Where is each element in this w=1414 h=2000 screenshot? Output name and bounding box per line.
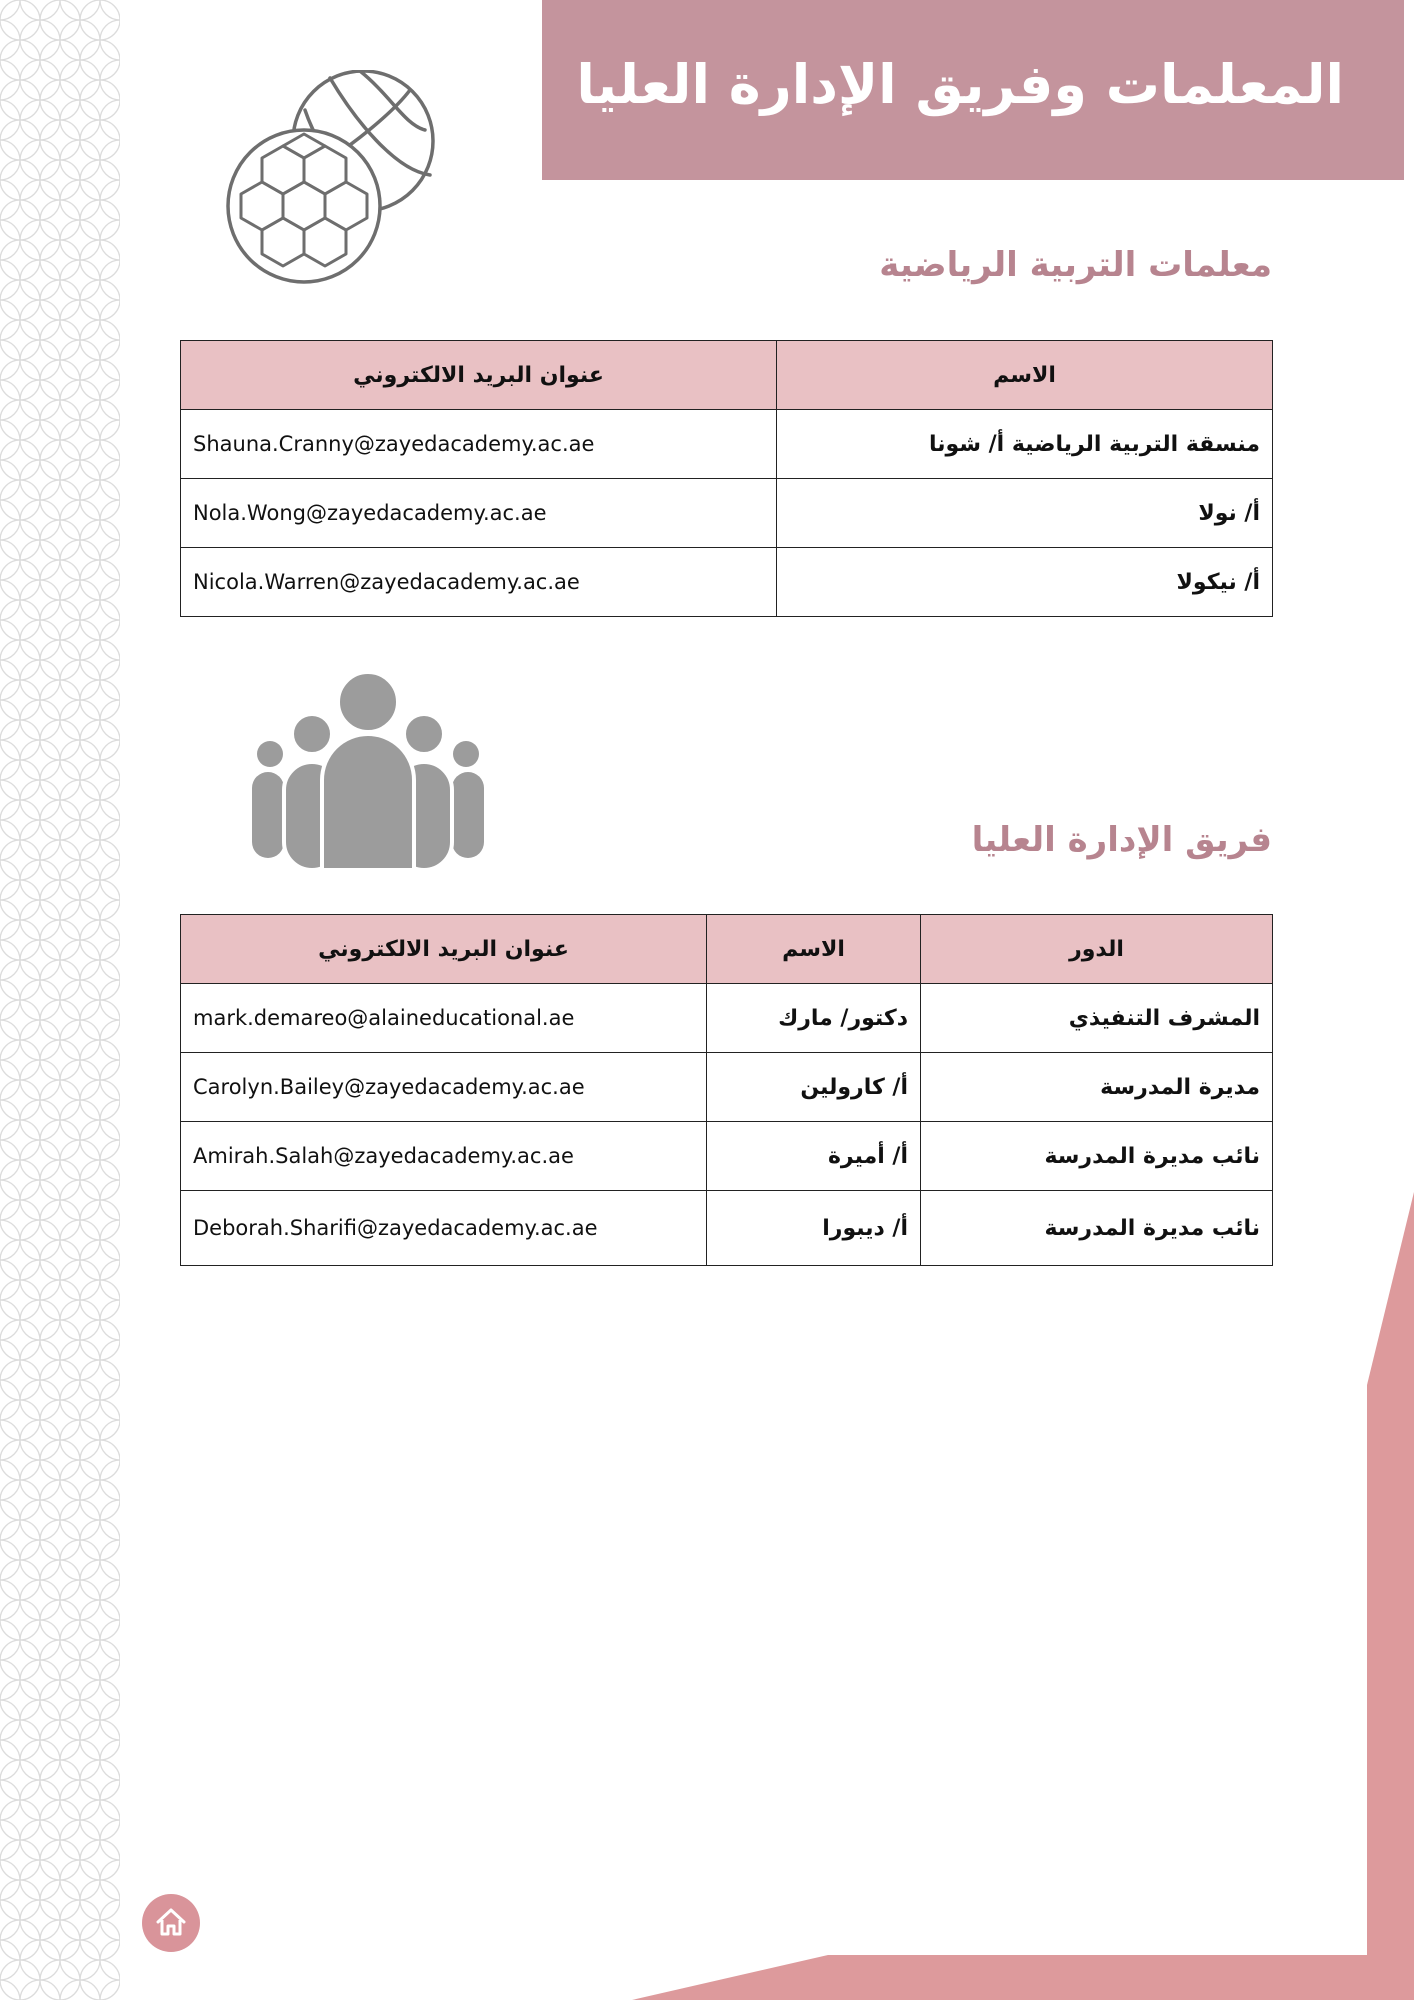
role-cell: المشرف التنفيذي [921, 984, 1273, 1053]
email-cell[interactable]: Nicola.Warren@zayedacademy.ac.ae [181, 548, 777, 617]
header-banner [542, 0, 1404, 180]
home-icon [154, 1905, 188, 1939]
table-row [181, 1191, 1273, 1266]
sports-balls-icon [220, 70, 440, 290]
table-header-row [181, 341, 1273, 410]
column-header-email: عنوان البريد الالكتروني [181, 915, 707, 984]
name-cell: أ/ نولا [777, 479, 1273, 548]
name-cell: أ/ كارولين [707, 1053, 921, 1122]
role-cell: مديرة المدرسة [921, 1053, 1273, 1122]
pe-teachers-table [180, 340, 1273, 617]
role-cell: نائب مديرة المدرسة [921, 1122, 1273, 1191]
email-cell[interactable]: Deborah.Sharifi@zayedacademy.ac.ae [181, 1191, 707, 1266]
column-header-email: عنوان البريد الالكتروني [181, 341, 777, 410]
home-button[interactable] [142, 1894, 200, 1952]
decorative-pattern-strip [0, 0, 120, 2000]
page-title: المعلمات وفريق الإدارة العليا [576, 53, 1344, 116]
senior-leadership-table [180, 914, 1273, 1266]
table-row [181, 479, 1273, 548]
section-title-senior-leadership: فريق الإدارة العليا [971, 820, 1272, 860]
section-title-pe-teachers: معلمات التربية الرياضية [879, 245, 1272, 285]
email-cell[interactable]: Amirah.Salah@zayedacademy.ac.ae [181, 1122, 707, 1191]
column-header-name: الاسم [777, 341, 1273, 410]
table-row [181, 984, 1273, 1053]
table-row [181, 548, 1273, 617]
name-cell: دكتور/ مارك [707, 984, 921, 1053]
table-row [181, 1053, 1273, 1122]
table-row [181, 410, 1273, 479]
role-cell: نائب مديرة المدرسة [921, 1191, 1273, 1266]
email-cell[interactable]: mark.demareo@alaineducational.ae [181, 984, 707, 1053]
email-cell[interactable]: Nola.Wong@zayedacademy.ac.ae [181, 479, 777, 548]
column-header-role: الدور [921, 915, 1273, 984]
right-edge-shape [1367, 1192, 1414, 2000]
name-cell: منسقة التربية الرياضية أ/ شونا [777, 410, 1273, 479]
email-cell[interactable]: Shauna.Cranny@zayedacademy.ac.ae [181, 410, 777, 479]
table-row [181, 1122, 1273, 1191]
team-people-icon [248, 672, 488, 870]
bottom-edge-shape [632, 1955, 1414, 2000]
email-cell[interactable]: Carolyn.Bailey@zayedacademy.ac.ae [181, 1053, 707, 1122]
column-header-name: الاسم [707, 915, 921, 984]
name-cell: أ/ ديبورا [707, 1191, 921, 1266]
table-header-row [181, 915, 1273, 984]
name-cell: أ/ أميرة [707, 1122, 921, 1191]
name-cell: أ/ نيكولا [777, 548, 1273, 617]
